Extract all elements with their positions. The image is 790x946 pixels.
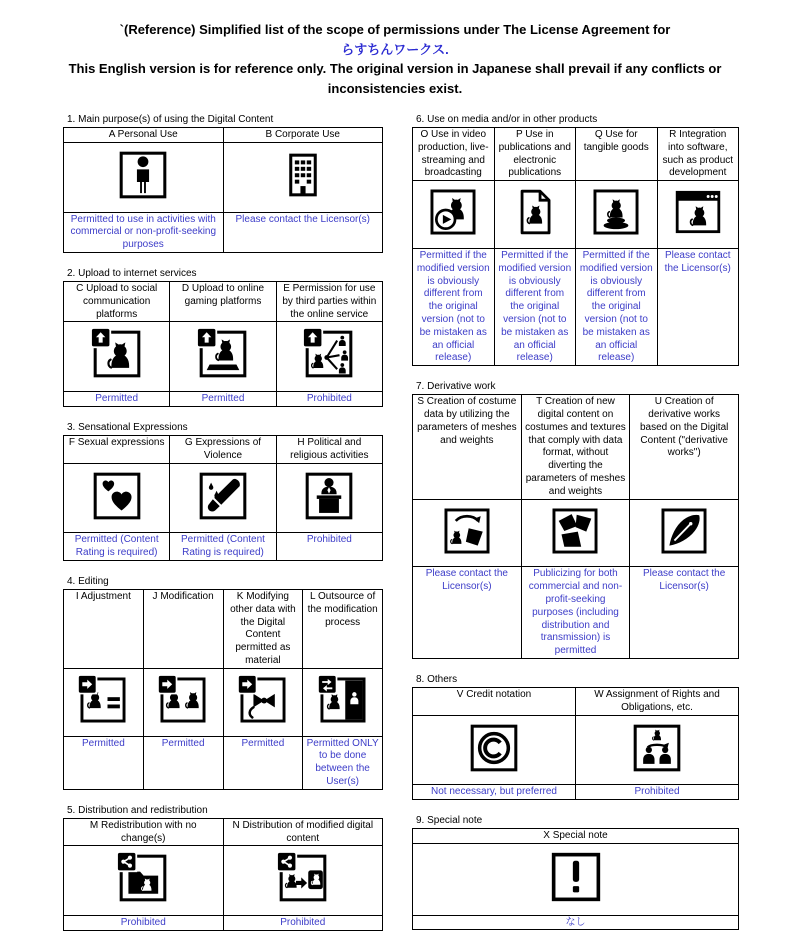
document-title — [45, 20, 745, 98]
header-row — [413, 395, 739, 499]
section-2-upload — [63, 268, 383, 407]
right-column — [412, 114, 739, 946]
section-7-table — [412, 394, 739, 659]
status-U: Please contact the Licensor(s) — [630, 567, 739, 659]
modification-icon — [156, 673, 210, 727]
header-row — [64, 589, 383, 668]
section-1-main-purpose — [63, 114, 383, 253]
pen-nib-icon — [657, 504, 711, 558]
section-7-derivative — [412, 381, 739, 659]
share-modified-icon — [275, 850, 331, 906]
tangible-goods-icon — [589, 185, 643, 239]
icon-row — [64, 322, 383, 392]
cell-header-R: R Integration into software, such as product development — [657, 128, 739, 181]
adjustment-icon — [76, 673, 130, 727]
status-G: Permitted (Content Rating is required) — [170, 533, 276, 561]
status-row — [413, 567, 739, 659]
status-row — [413, 248, 739, 365]
status-N: Prohibited — [223, 916, 383, 931]
section-4-editing — [63, 576, 383, 790]
status-Q: Permitted if the modified version is obviously different from the original version (not to be mistaken as an official release) — [576, 248, 658, 365]
cell-header-B: B Corporate Use — [223, 128, 383, 143]
section-8-table — [412, 687, 739, 800]
status-row — [64, 736, 383, 789]
cell-header-M: M Redistribution with no change(s) — [64, 818, 224, 846]
upload-gaming-icon — [195, 326, 251, 382]
status-E: Prohibited — [276, 392, 382, 407]
status-I: Permitted — [64, 736, 144, 789]
section-6-media — [412, 114, 739, 366]
section-8-others — [412, 674, 739, 800]
upload-third-party-icon — [301, 326, 357, 382]
status-R: Please contact the Licensor(s) — [657, 248, 739, 365]
cell-header-T: T Creation of new digital content on costumes and textures that comply with data format, without diverting the parameters of meshes and weights — [521, 395, 630, 499]
cell-header-L: L Outsource of the modification process — [303, 589, 383, 668]
section-3-sensational — [63, 422, 383, 561]
cell-header-I: I Adjustment — [64, 589, 144, 668]
icon-row — [413, 181, 739, 249]
status-V: Not necessary, but preferred — [413, 785, 576, 800]
cell-header-A: A Personal Use — [64, 128, 224, 143]
software-window-icon — [671, 185, 725, 239]
cell-header-O: O Use in video production, live-streaming and broadcasting — [413, 128, 495, 181]
status-K: Permitted — [223, 736, 303, 789]
cell-header-F: F Sexual expressions — [64, 435, 170, 463]
status-row — [64, 392, 383, 407]
building-icon — [275, 147, 331, 203]
podium-icon — [301, 468, 357, 524]
status-M: Prohibited — [64, 916, 224, 931]
icon-row — [413, 499, 739, 567]
icon-row — [413, 843, 739, 915]
person-icon — [115, 147, 171, 203]
section-title: 8. Others — [416, 673, 458, 685]
section-9-special-note — [412, 815, 739, 930]
section-9-table — [412, 828, 739, 930]
cell-header-V: V Credit notation — [413, 687, 576, 715]
section-title: 7. Derivative work — [416, 381, 496, 393]
status-J: Permitted — [143, 736, 223, 789]
knife-icon — [195, 468, 251, 524]
status-B: Please contact the Licensor(s) — [223, 212, 383, 252]
status-row — [64, 212, 383, 252]
cell-header-J: J Modification — [143, 589, 223, 668]
left-column — [63, 114, 383, 946]
cell-header-P: P Use in publications and electronic publications — [494, 128, 576, 181]
copyright-icon — [466, 720, 522, 776]
header-row — [413, 128, 739, 181]
assignment-icon — [629, 720, 685, 776]
title-line-1: `(Reference) Simplified list of the scope of permissions under The License Agreement for — [119, 22, 671, 37]
status-row — [413, 915, 739, 930]
share-folder-icon — [115, 850, 171, 906]
title-line-japanese: らすちんワークス. — [341, 41, 449, 57]
icon-row — [413, 715, 739, 785]
costume-data-icon — [440, 504, 494, 558]
section-3-table — [63, 435, 383, 561]
status-W: Prohibited — [576, 785, 739, 800]
hearts-icon — [89, 468, 145, 524]
section-title: 3. Sensational Expressions — [67, 421, 188, 433]
status-T: Publicizing for both commercial and non-profit-seeking purposes (including distribution and transmission) is permitted — [521, 567, 630, 659]
status-S: Please contact the Licensor(s) — [413, 567, 522, 659]
status-O: Permitted if the modified version is obviously different from the original version (not to be mistaken as an official release) — [413, 248, 495, 365]
section-title: 2. Upload to internet services — [67, 267, 197, 279]
header-row — [413, 687, 739, 715]
status-row — [413, 785, 739, 800]
header-row — [413, 829, 739, 844]
header-row — [64, 435, 383, 463]
status-P: Permitted if the modified version is obviously different from the original version (not to be mistaken as an official release) — [494, 248, 576, 365]
outsource-icon — [316, 673, 370, 727]
header-row — [64, 281, 383, 321]
upload-social-icon — [89, 326, 145, 382]
icon-row — [64, 463, 383, 533]
status-A: Permitted to use in activities with commercial or non-profit-seeking purposes — [64, 212, 224, 252]
cell-header-D: D Upload to online gaming platforms — [170, 281, 276, 321]
status-D: Permitted — [170, 392, 276, 407]
cell-header-E: E Permission for use by third parties within the online service — [276, 281, 382, 321]
video-icon — [426, 185, 480, 239]
section-title: 1. Main purpose(s) of using the Digital Content — [67, 114, 274, 125]
cell-header-C: C Upload to social communication platforms — [64, 281, 170, 321]
section-title: 6. Use on media and/or in other products — [416, 114, 598, 125]
title-disclaimer: This English version is for reference only. The original version in Japanese shall prevail if any conflicts or inconsistencies exist. — [68, 61, 722, 96]
status-row — [64, 533, 383, 561]
section-6-table — [412, 127, 739, 366]
icon-row — [64, 668, 383, 736]
icon-row — [64, 142, 383, 212]
section-2-table — [63, 281, 383, 407]
two-column-layout — [0, 114, 790, 946]
modify-material-icon — [236, 673, 290, 727]
status-H: Prohibited — [276, 533, 382, 561]
status-L: Permitted ONLY to be done between the User(s) — [303, 736, 383, 789]
section-5-distribution — [63, 805, 383, 931]
status-F: Permitted (Content Rating is required) — [64, 533, 170, 561]
exclamation-icon — [547, 848, 605, 906]
cell-header-W: W Assignment of Rights and Obligations, etc. — [576, 687, 739, 715]
cell-header-N: N Distribution of modified digital content — [223, 818, 383, 846]
status-X: なし — [413, 915, 739, 930]
costume-pieces-icon — [548, 504, 602, 558]
status-row — [64, 916, 383, 931]
section-title: 4. Editing — [67, 575, 109, 587]
cell-header-Q: Q Use for tangible goods — [576, 128, 658, 181]
cell-header-S: S Creation of costume data by utilizing the parameters of meshes and weights — [413, 395, 522, 499]
section-4-table — [63, 589, 383, 790]
header-row — [64, 818, 383, 846]
section-title: 9. Special note — [416, 815, 483, 827]
cell-header-X: X Special note — [413, 829, 739, 844]
status-C: Permitted — [64, 392, 170, 407]
cell-header-G: G Expressions of Violence — [170, 435, 276, 463]
header-row — [64, 128, 383, 143]
icon-row — [64, 846, 383, 916]
publication-icon — [508, 185, 562, 239]
section-1-table — [63, 127, 383, 253]
cell-header-H: H Political and religious activities — [276, 435, 382, 463]
cell-header-U: U Creation of derivative works based on the Digital Content ("derivative works") — [630, 395, 739, 499]
cell-header-K: K Modifying other data with the Digital Content permitted as material — [223, 589, 303, 668]
section-5-table — [63, 818, 383, 931]
section-title: 5. Distribution and redistribution — [67, 804, 208, 816]
